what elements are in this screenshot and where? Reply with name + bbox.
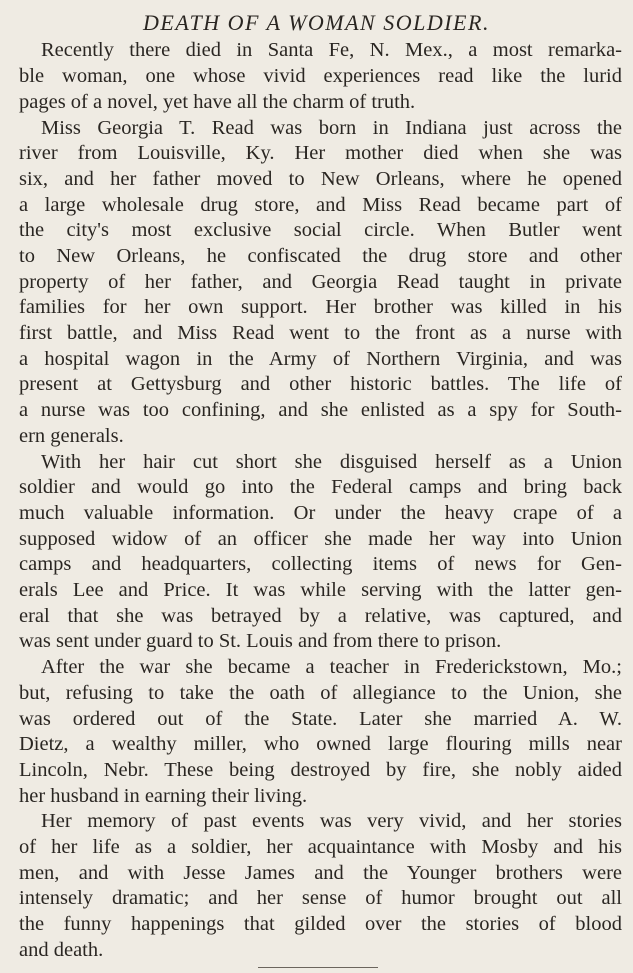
text-line: camps and headquarters, collecting items of news for Gen- (19, 553, 622, 575)
text-line: the city's most exclusive social circle. When Butler went (19, 219, 622, 241)
text-line: was ordered out of the State. Later she married A. W. (19, 708, 622, 730)
text-line: pages of a novel, yet have all the charm of truth. (19, 91, 416, 113)
text-line: Lincoln, Nebr. These being destroyed by fire, she nobly aided (19, 759, 622, 781)
text-line: Miss Georgia T. Read was born in Indiana just across the (41, 117, 622, 139)
text-line: property of her father, and Georgia Read taught in private (19, 271, 622, 293)
text-line: ble woman, one whose vivid experiences read like the lurid (19, 65, 622, 87)
text-line: erals Lee and Price. It was while serving with the latter gen- (19, 579, 622, 601)
section-divider (258, 967, 378, 968)
text-line: With her hair cut short she disguised herself as a Union (41, 451, 622, 473)
text-line: of her life as a soldier, her acquaintance with Mosby and his (19, 836, 622, 858)
text-line: supposed widow of an officer she made her way into Union (19, 528, 622, 550)
text-line: a large wholesale drug store, and Miss Read became part of (19, 194, 622, 216)
text-line: but, refusing to take the oath of allegiance to the Union, she (19, 682, 622, 704)
text-line: Recently there died in Santa Fe, N. Mex., a most remarka- (41, 39, 622, 61)
text-line: a nurse was too confining, and she enlisted as a spy for South- (19, 399, 622, 421)
text-line: men, and with Jesse James and the Younger brothers were (19, 862, 622, 884)
text-line: Her memory of past events was very vivid, and her stories (41, 810, 622, 832)
text-line: her husband in earning their living. (19, 785, 308, 807)
text-line: six, and her father moved to New Orleans, where he opened (19, 168, 622, 190)
text-line: to New Orleans, he confiscated the drug store and other (19, 245, 622, 267)
text-line: the funny happenings that gilded over the stories of blood (19, 913, 622, 935)
text-line: soldier and would go into the Federal camps and bring back (19, 476, 622, 498)
text-line: After the war she became a teacher in Frederickstown, Mo.; (41, 656, 622, 678)
text-line: much valuable information. Or under the heavy crape of a (19, 502, 622, 524)
text-line: eral that she was betrayed by a relative, was captured, and (19, 605, 622, 627)
text-line: first battle, and Miss Read went to the front as a nurse with (19, 322, 622, 344)
text-line: Dietz, a wealthy miller, who owned large flouring mills near (19, 733, 622, 755)
text-line: a hospital wagon in the Army of Northern Virginia, and was (19, 348, 622, 370)
text-line: ern generals. (19, 425, 124, 447)
text-line: intensely dramatic; and her sense of humor brought out all (19, 887, 622, 909)
text-line: families for her own support. Her brother was killed in his (19, 296, 622, 318)
text-line: was sent under guard to St. Louis and from there to prison. (19, 630, 502, 652)
text-line: and death. (19, 939, 104, 961)
text-line: river from Louisville, Ky. Her mother died when she was (19, 142, 622, 164)
text-line: present at Gettysburg and other historic battles. The life of (19, 373, 622, 395)
article-title: DEATH OF A WOMAN SOLDIER. (143, 10, 490, 35)
